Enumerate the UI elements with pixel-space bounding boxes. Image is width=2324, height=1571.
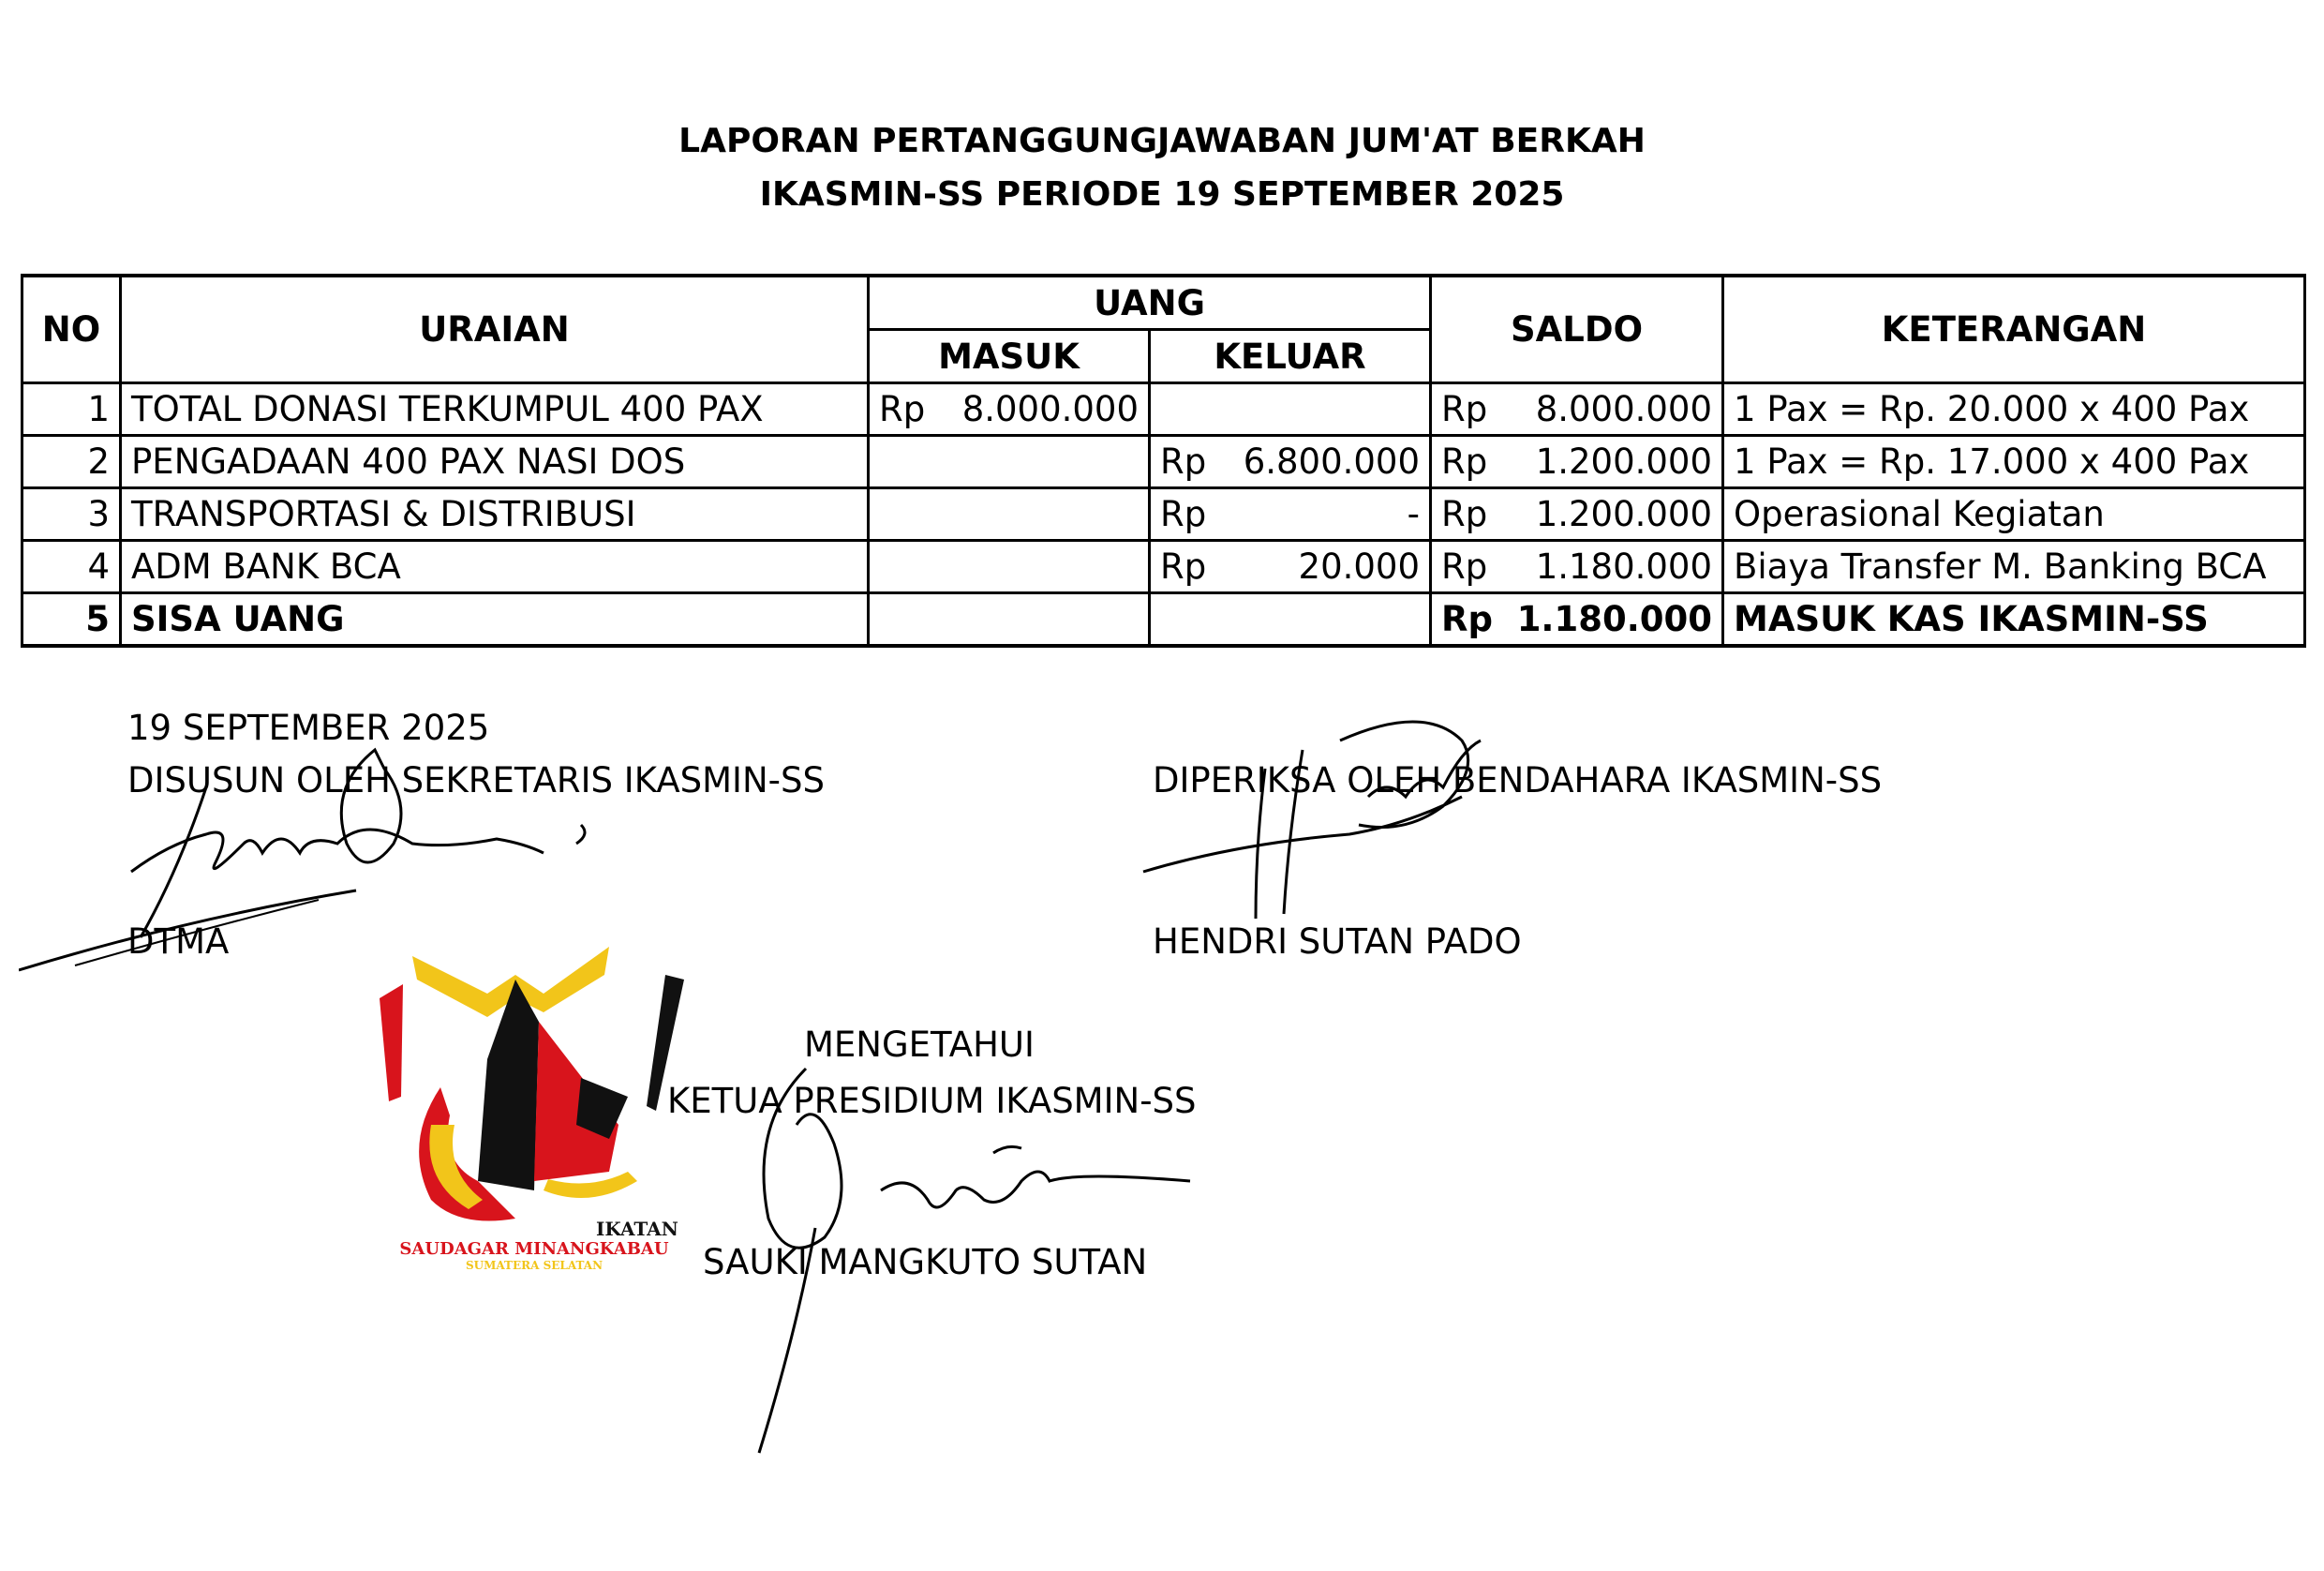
header-keluar: KELUAR [1150, 330, 1431, 383]
cell-keterangan: 1 Pax = Rp. 17.000 x 400 Pax [1723, 436, 2305, 488]
header-uang: UANG [869, 276, 1431, 330]
cell-saldo [1431, 593, 1723, 647]
cell-masuk [869, 383, 1150, 436]
cell-keterangan: Biaya Transfer M. Banking BCA [1723, 541, 2305, 593]
header-saldo: SALDO [1431, 276, 1723, 383]
cell-uraian: TOTAL DONASI TERKUMPUL 400 PAX [121, 383, 869, 436]
header-keterangan: KETERANGAN [1723, 276, 2305, 383]
cell-keterangan: MASUK KAS IKASMIN-SS [1723, 593, 2305, 647]
table-row [22, 383, 2305, 436]
cell-masuk [869, 488, 1150, 541]
acknowledged-label: MENGETAHUI [804, 1025, 1035, 1065]
cell-keterangan: 1 Pax = Rp. 20.000 x 400 Pax [1723, 383, 2305, 436]
currency-symbol: Rp [1441, 389, 1488, 429]
table-row [22, 436, 2305, 488]
cell-no: 4 [22, 541, 121, 593]
report-subtitle: IKASMIN-SS PERIODE 19 SEPTEMBER 2025 [759, 175, 1565, 214]
cell-keluar [1150, 488, 1431, 541]
table-row [22, 488, 2305, 541]
cell-masuk [869, 541, 1150, 593]
report-title: LAPORAN PERTANGGUNGJAWABAN JUM'AT BERKAH [678, 122, 1646, 160]
cell-uraian: ADM BANK BCA [121, 541, 869, 593]
cell-masuk [869, 436, 1150, 488]
cell-keluar [1150, 436, 1431, 488]
chair-title: KETUA PRESIDIUM IKASMIN-SS [667, 1081, 1197, 1121]
currency-symbol: Rp [1160, 441, 1207, 482]
header-masuk: MASUK [869, 330, 1150, 383]
signature-treasurer [1125, 712, 1537, 928]
currency-symbol: Rp [1441, 441, 1488, 482]
currency-symbol: Rp [1160, 546, 1207, 587]
cell-keluar-value: - [1407, 494, 1421, 534]
cell-uraian: SISA UANG [121, 593, 869, 647]
report-table [21, 274, 2306, 648]
currency-symbol: Rp [879, 389, 926, 429]
cell-saldo [1431, 436, 1723, 488]
cell-keluar [1150, 541, 1431, 593]
cell-saldo-value: 1.180.000 [1516, 599, 1713, 639]
currency-symbol: Rp [1160, 494, 1207, 534]
cell-saldo-value: 1.200.000 [1535, 441, 1713, 482]
cell-uraian: TRANSPORTASI & DISTRIBUSI [121, 488, 869, 541]
cell-masuk-value: 8.000.000 [961, 389, 1139, 429]
cell-keluar [1150, 593, 1431, 647]
chair-name: SAUKI MANGKUTO SUTAN [703, 1242, 1148, 1282]
cell-keluar-value: 20.000 [1298, 546, 1421, 587]
cell-uraian: PENGADAAN 400 PAX NASI DOS [121, 436, 869, 488]
report-date: 19 SEPTEMBER 2025 [127, 708, 490, 748]
table-row [22, 541, 2305, 593]
cell-saldo-value: 1.180.000 [1535, 546, 1713, 587]
currency-symbol: Rp [1441, 494, 1488, 534]
cell-no: 1 [22, 383, 121, 436]
prepared-by-label: DISUSUN OLEH SEKRETARIS IKASMIN-SS [127, 760, 825, 800]
cell-keluar-value: 6.800.000 [1243, 441, 1421, 482]
logo-text-line3: SUMATERA SELATAN [465, 1259, 603, 1272]
logo-text-line2: SAUDAGAR MINANGKABAU [399, 1239, 669, 1259]
logo-text-line1: IKATAN [596, 1218, 678, 1240]
cell-no: 2 [22, 436, 121, 488]
cell-saldo [1431, 488, 1723, 541]
header-no: NO [22, 276, 121, 383]
cell-saldo-value: 1.200.000 [1535, 494, 1713, 534]
cell-saldo-value: 8.000.000 [1535, 389, 1713, 429]
ikasmin-logo [375, 937, 693, 1275]
currency-symbol: Rp [1441, 546, 1488, 587]
cell-saldo [1431, 383, 1723, 436]
preparer-name: DTMA [127, 921, 230, 962]
checker-name: HENDRI SUTAN PADO [1153, 921, 1522, 962]
checked-by-label: DIPERIKSA OLEH BENDAHARA IKASMIN-SS [1153, 760, 1883, 800]
cell-masuk [869, 593, 1150, 647]
cell-no: 5 [22, 593, 121, 647]
currency-symbol: Rp [1441, 599, 1493, 639]
cell-saldo [1431, 541, 1723, 593]
header-uraian: URAIAN [121, 276, 869, 383]
cell-keterangan: Operasional Kegiatan [1723, 488, 2305, 541]
table-row [22, 593, 2305, 647]
cell-no: 3 [22, 488, 121, 541]
cell-keluar [1150, 383, 1431, 436]
